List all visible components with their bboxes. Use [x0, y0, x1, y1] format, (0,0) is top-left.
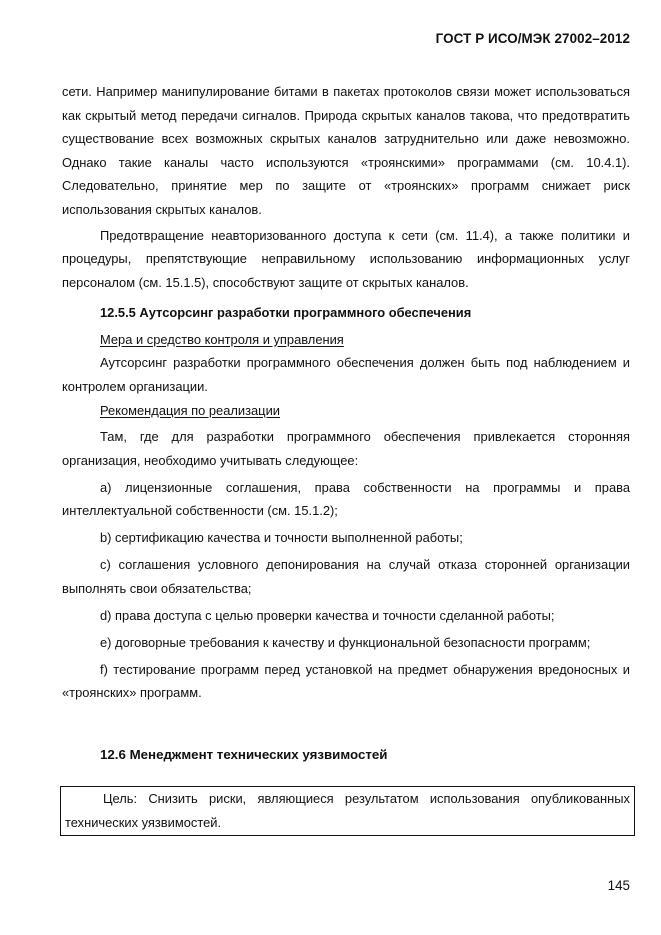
- document-header: ГОСТ Р ИСО/МЭК 27002–2012: [435, 31, 630, 46]
- list-item: d) права доступа с целью проверки качества и точности сделанной работы;: [100, 607, 555, 623]
- paragraph-prevention: Предотвращение неавторизованного доступа к сети (см. 11.4), а также политики и процедуры, препятствующие неправильному использованию информационных услуг персоналом (см. 15.1.5), способствуют защите от скрытых каналов.: [62, 227, 630, 290]
- list-item: e) договорные требования к качеству и функциональной безопасности программ;: [100, 634, 591, 650]
- heading-12-5-5: 12.5.5 Аутсорсинг разработки программного обеспечения: [100, 305, 472, 320]
- list-item: f) тестирование программ перед установкой на предмет обнаружения вредоносных и «троянских» программ.: [62, 661, 630, 700]
- control-label: Мера и средство контроля и управления: [100, 331, 344, 347]
- control-text: Аутсорсинг разработки программного обеспечения должен быть под наблюдением и контролем организации.: [62, 355, 630, 394]
- list-item: c) соглашения условного депонирования на случай отказа сторонней организации выполнять свои обязательства;: [62, 557, 630, 596]
- document-body: [62, 80, 630, 705]
- list-item: a) лицензионные соглашения, права собственности на программы и права интеллектуальной собственности (см. 15.1.2);: [62, 479, 630, 518]
- goal-text: Цель: Снизить риски, являющиеся результатом использования опубликованных технических уязвимостей.: [65, 791, 630, 830]
- goal-box: [60, 786, 635, 836]
- page-number: 145: [607, 878, 630, 893]
- guidance-label: Рекомендация по реализации: [100, 403, 280, 418]
- list-item: b) сертификацию качества и точности выполненной работы;: [100, 530, 463, 545]
- paragraph-covert-channels: сети. Например манипулирование битами в пакетах протоколов связи может использоваться как скрытый метод передачи сигналов. Природа скрытых каналов такова, что предотвратить существование всех возможных скрытых каналов затруднительно или даже невозможно. Однако такие каналы часто используются «троянскими» программами (см. 10.4.1). Следовательно, принятие мер по защите от «троянских» программ снижает риск использования скрытых каналов.: [62, 84, 630, 217]
- guidance-intro: Там, где для разработки программного обеспечения привлекается сторонняя организация, необходимо учитывать следующее:: [62, 429, 630, 468]
- heading-12-6: 12.6 Менеджмент технических уязвимостей: [100, 747, 388, 762]
